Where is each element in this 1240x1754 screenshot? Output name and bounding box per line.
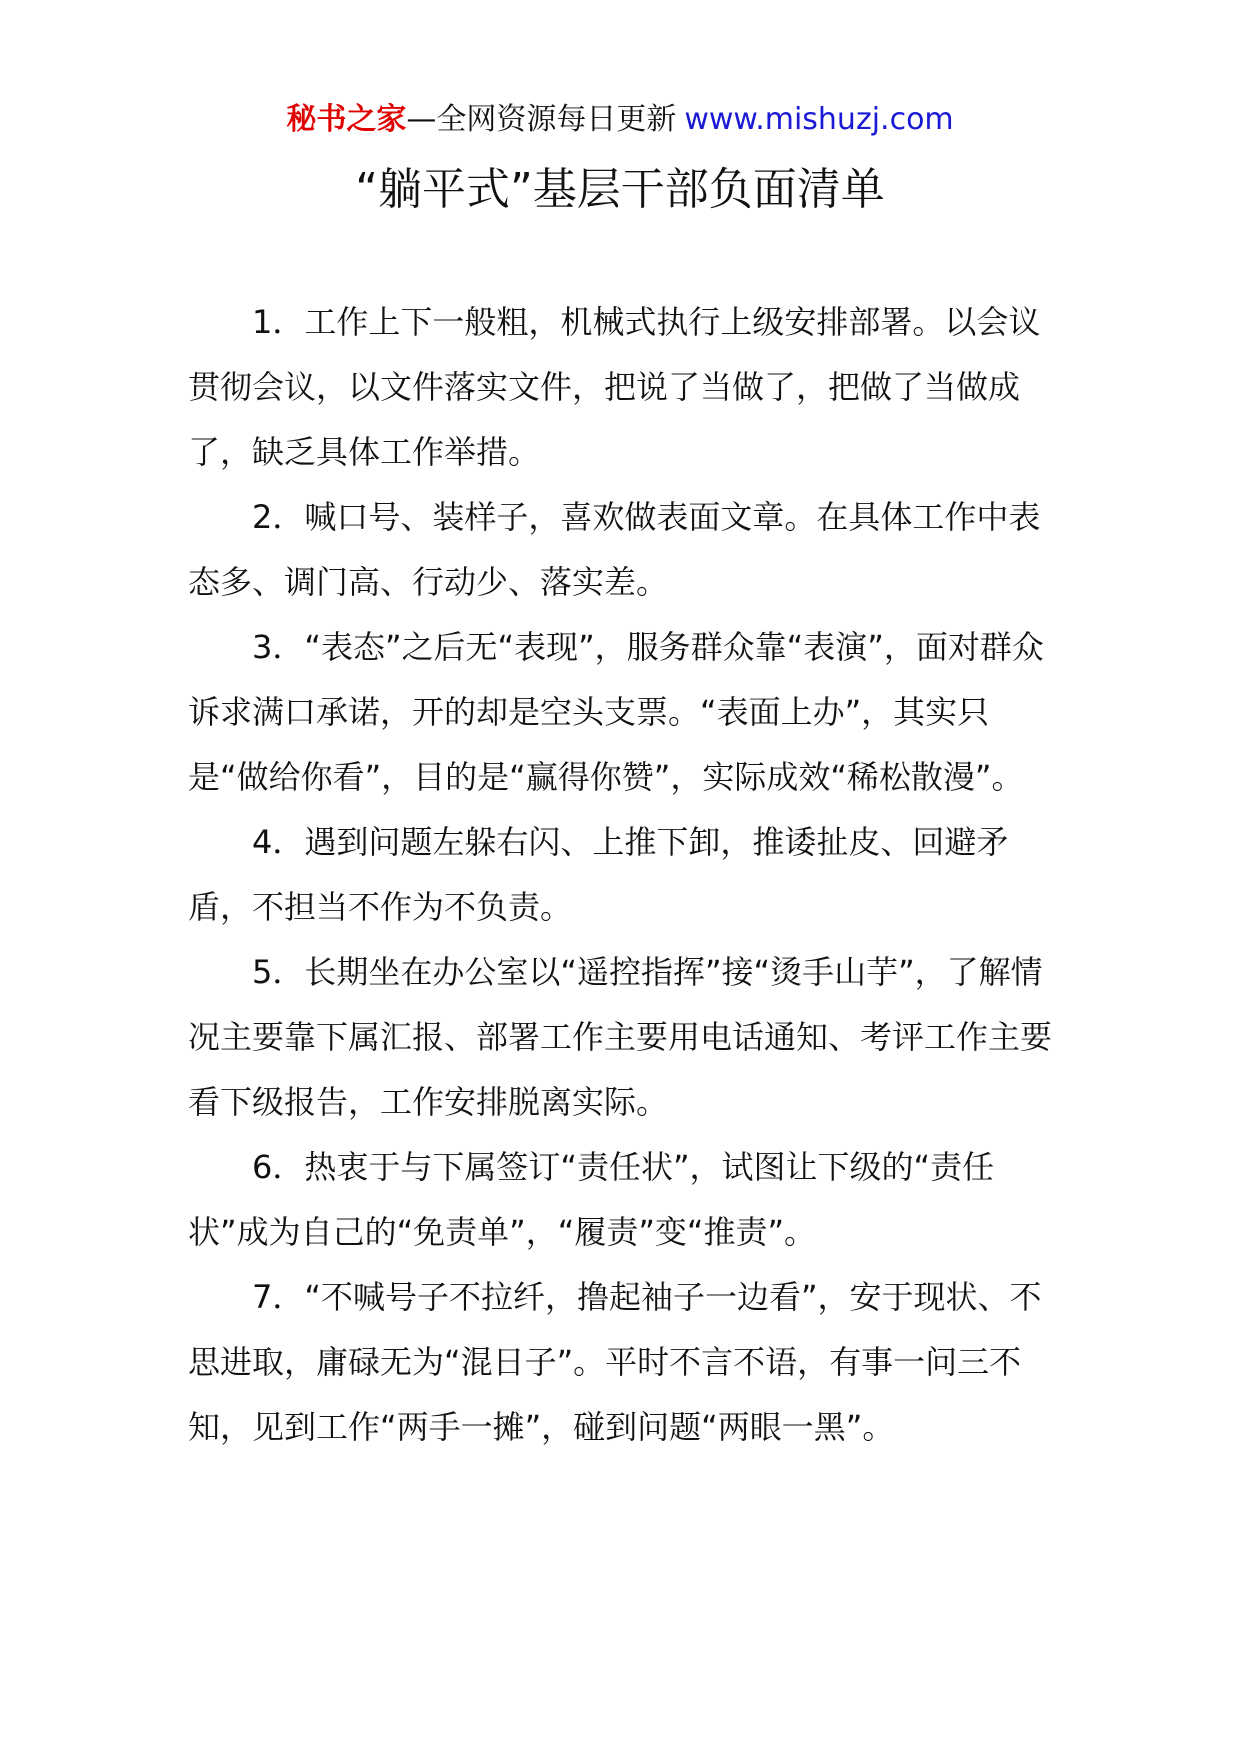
page-title: “躺平式”基层干部负面清单 bbox=[355, 164, 885, 215]
list-item: 2．喊口号、装样子，喜欢做表面文章。在具体工作中表态多、调门高、行动少、落实差。 bbox=[188, 498, 1041, 601]
list-item: 6．热衷于与下属签订“责任状”，试图让下级的“责任状”成为自己的“免责单”，“履责”变“推责”。 bbox=[188, 1148, 995, 1251]
site-header bbox=[0, 100, 1240, 140]
list-item: 1．工作上下一般粗，机械式执行上级安排部署。以会议贯彻会议，以文件落实文件，把说了当做了，把做了当做成了，缺乏具体工作举措。 bbox=[188, 303, 1041, 471]
header-tagline: —全网资源每日更新 bbox=[406, 102, 677, 137]
document-body bbox=[188, 290, 1058, 1460]
list-item: 7．“不喊号子不拉纤，撸起袖子一边看”，安于现状、不思进取，庸碌无为“混日子”。平时不言不语，有事一问三不知，见到工作“两手一摊”，碰到问题“两眼一黑”。 bbox=[188, 1278, 1042, 1446]
list-item: 5．长期坐在办公室以“遥控指挥”接“烫手山芋”，了解情况主要靠下属汇报、部署工作主要用电话通知、考评工作主要看下级报告，工作安排脱离实际。 bbox=[188, 953, 1053, 1121]
list-item: 3．“表态”之后无“表现”，服务群众靠“表演”，面对群众诉求满口承诺，开的却是空头支票。“表面上办”，其实只是“做给你看”，目的是“赢得你赞”，实际成效“稀松散漫”。 bbox=[188, 628, 1044, 796]
list-item: 4．遇到问题左躲右闪、上推下卸，推诿扯皮、回避矛盾，不担当不作为不负责。 bbox=[188, 823, 1009, 926]
site-url-link[interactable]: www.mishuzj.com bbox=[684, 102, 954, 137]
brand-name: 秘书之家 bbox=[286, 102, 407, 137]
